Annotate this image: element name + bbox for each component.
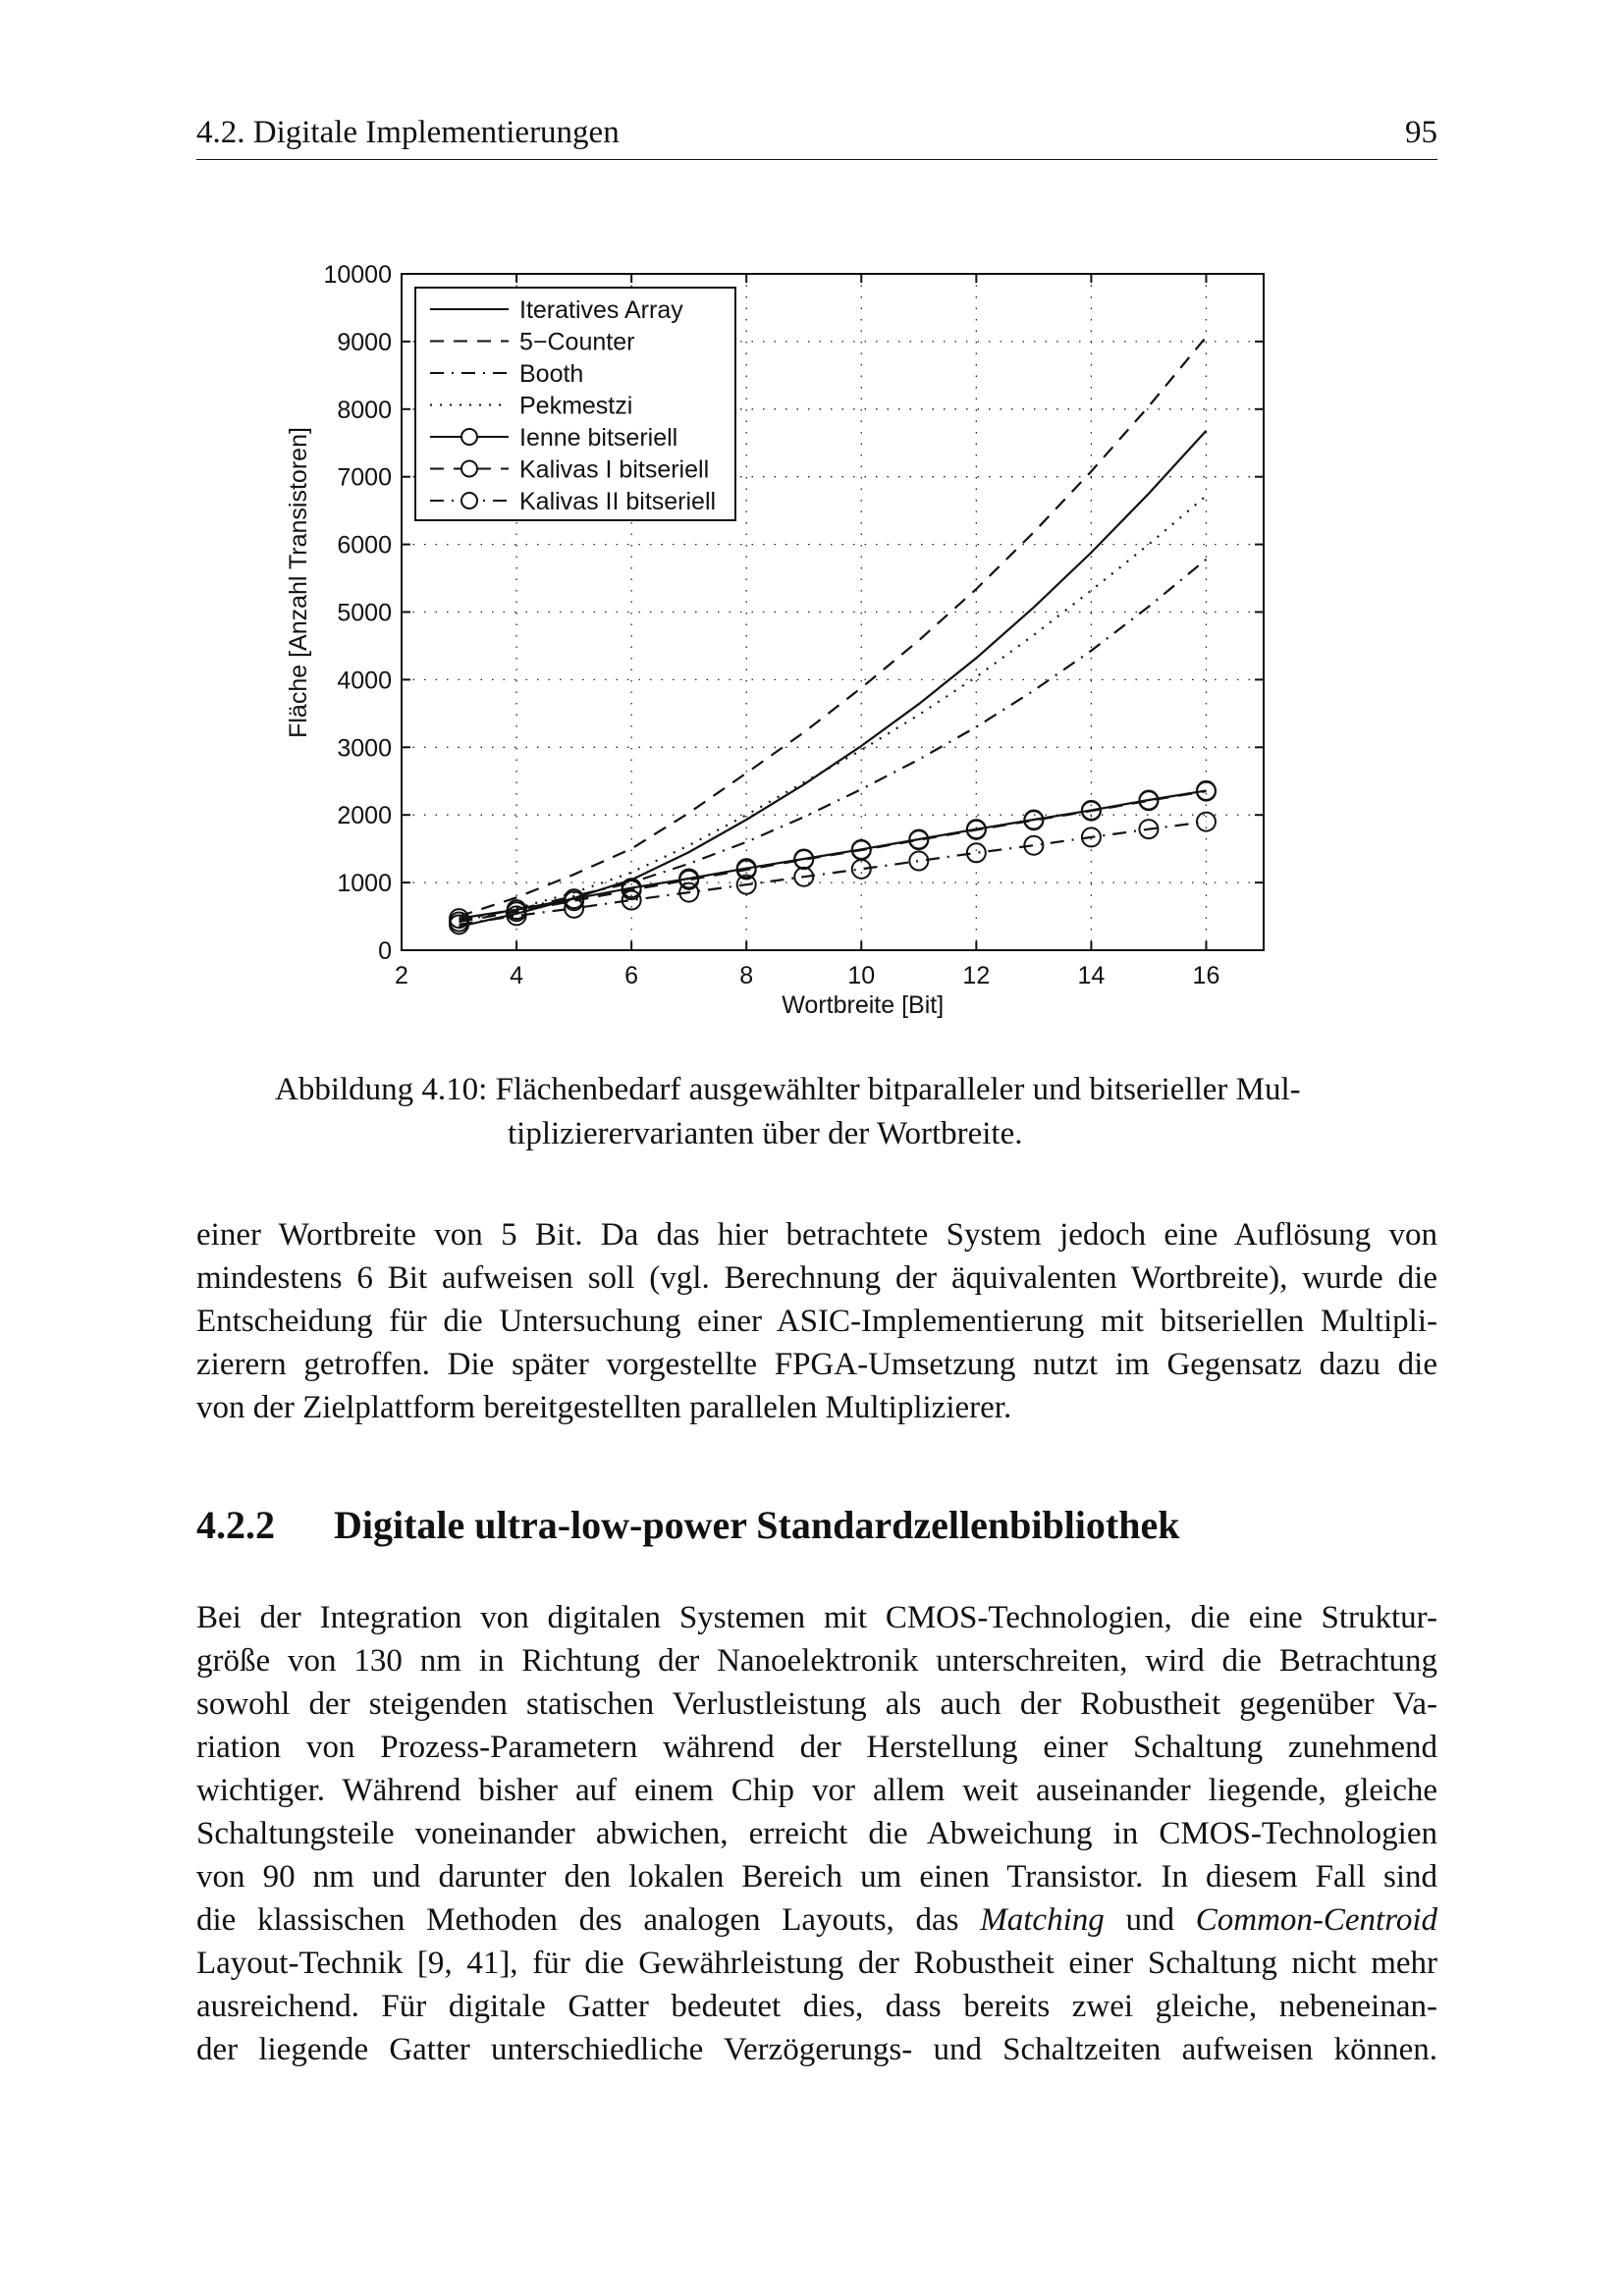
paragraph-line: Bei der Integration von digitalen Systemen mit CMOS-Technologien, die eine Struktur-: [196, 1600, 1437, 1635]
paragraph-1: [196, 1213, 1437, 1429]
figure-caption: [275, 1068, 1365, 1156]
paragraph-line: riation von Prozess-Parametern während der Herstellung einer Schaltung zunehmend: [196, 1730, 1437, 1765]
paragraph-line: sowohl der steigenden statischen Verlustleistung als auch der Robustheit gegenüber Va-: [196, 1686, 1437, 1722]
legend-marker-circle: [461, 429, 477, 445]
legend-label: Iteratives Array: [519, 296, 683, 324]
paragraph-line: wichtiger. Während bisher auf einem Chip vor allem weit auseinander liegende, gleiche: [196, 1773, 1437, 1808]
caption-line-1: Abbildung 4.10: Flächenbedarf ausgewählter bitparalleler und bitserieller Mul-: [275, 1072, 1301, 1107]
section-heading: [196, 1502, 1437, 1548]
y-tick-label: 5000: [337, 599, 392, 627]
section-title: Digitale ultra-low-power Standardzellenbibliothek: [334, 1503, 1180, 1547]
paragraph-line: größe von 130 nm in Richtung der Nanoelektronik unterschreiten, wird die Betrachtung: [196, 1643, 1437, 1679]
series-line: [460, 791, 1207, 922]
y-tick-label: 6000: [337, 531, 392, 560]
y-tick-label: 10000: [323, 261, 392, 289]
paragraph-line: der liegende Gatter unterschiedliche Verzögerungs- und Schaltzeiten aufweisen können.: [196, 2032, 1437, 2067]
italic-term-matching: Matching: [980, 1902, 1105, 1938]
legend-label: Booth: [519, 360, 584, 388]
paragraph-2: [196, 1596, 1437, 2071]
y-tick-label: 4000: [337, 667, 392, 695]
x-tick-label: 4: [510, 962, 524, 989]
x-tick-label: 12: [962, 962, 991, 989]
caption-line-2: tiplizierervarianten über der Wortbreite.: [508, 1116, 1023, 1151]
page-number: 95: [1405, 115, 1437, 150]
legend-marker-circle: [461, 493, 477, 508]
paragraph-line-with-italics: [196, 1898, 1437, 1942]
y-tick-label: 9000: [337, 328, 392, 356]
figure-chart: [0, 0, 1624, 1060]
y-axis-label: Fläche [Anzahl Transistoren]: [285, 427, 312, 738]
paragraph-line: zierern getroffen. Die später vorgestellte FPGA-Umsetzung nutzt im Gegensatz dazu die: [196, 1347, 1437, 1382]
y-tick-label: 7000: [337, 463, 392, 492]
paragraph-line: von 90 nm und darunter den lokalen Bereich um einen Transistor. In diesem Fall sind: [196, 1859, 1437, 1895]
text-run: die klassischen Methoden des analogen Layouts, das: [196, 1902, 981, 1938]
section-number: 4.2.2: [196, 1503, 275, 1547]
x-axis-label: Wortbreite [Bit]: [782, 991, 945, 1019]
x-tick-label: 8: [739, 962, 754, 989]
y-tick-label: 1000: [337, 870, 392, 898]
paragraph-line: Entscheidung für die Untersuchung einer ASIC-Implementierung mit bitseriellen Multipli-: [196, 1304, 1437, 1339]
legend-label: Ienne bitseriell: [519, 424, 678, 452]
paragraph-line: mindestens 6 Bit aufweisen soll (vgl. Berechnung der äquivalenten Wortbreite), wurde die: [196, 1260, 1437, 1296]
paragraph-line: Layout-Technik [9, 41], für die Gewährleistung der Robustheit einer Schaltung nicht mehr: [196, 1946, 1437, 1981]
legend-label: Kalivas II bitseriell: [519, 488, 717, 515]
legend-label: 5−Counter: [519, 328, 635, 356]
running-head-section: 4.2. Digitale Implementierungen: [196, 115, 620, 150]
y-tick-label: 8000: [337, 396, 392, 424]
legend-label: Pekmestzi: [519, 392, 633, 420]
data-marker-circle: [909, 852, 928, 871]
paragraph-line: einer Wortbreite von 5 Bit. Da das hier betrachtete System jedoch eine Auflösung von: [196, 1217, 1437, 1253]
italic-term-common-centroid: Common-Centroid: [1195, 1902, 1438, 1938]
text-run: und: [1104, 1902, 1196, 1938]
y-tick-label: 2000: [337, 802, 392, 830]
x-tick-label: 6: [624, 962, 639, 989]
legend-marker-circle: [461, 461, 477, 477]
chart-svg: [0, 0, 1624, 1060]
series-line: [460, 560, 1207, 920]
x-tick-label: 10: [847, 962, 876, 989]
legend-label: Kalivas I bitseriell: [519, 455, 710, 484]
y-tick-label: 3000: [337, 734, 392, 763]
x-tick-label: 16: [1192, 962, 1220, 989]
paragraph-line: Schaltungsteile voneinander abwichen, erreicht die Abweichung in CMOS-Technologien: [196, 1816, 1437, 1851]
paragraph-line: von der Zielplattform bereitgestellten parallelen Multiplizierer.: [196, 1390, 1012, 1425]
y-tick-label: 0: [378, 937, 392, 965]
x-tick-label: 2: [395, 962, 408, 989]
paragraph-line: ausreichend. Für digitale Gatter bedeutet dies, dass bereits zwei gleiche, nebeneinan-: [196, 1989, 1437, 2024]
x-tick-label: 14: [1077, 962, 1106, 989]
